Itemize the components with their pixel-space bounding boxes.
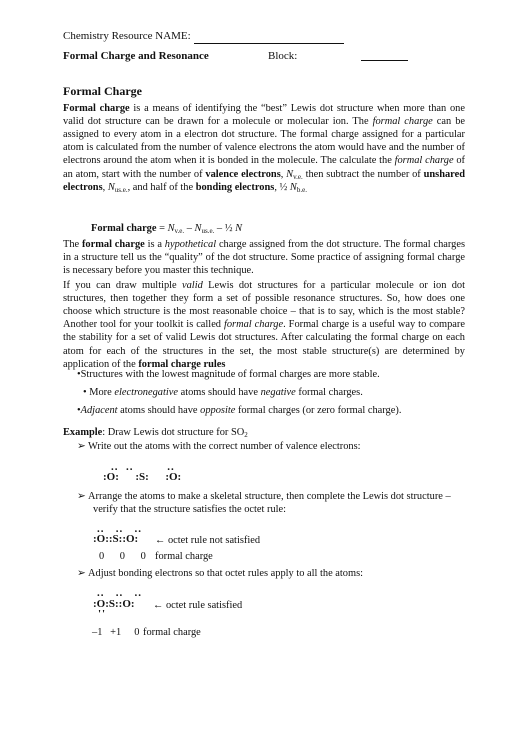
lewis-b-formal-charges: 0 0 0 [99, 551, 146, 562]
arrow-bullet-icon: ➢ [77, 441, 86, 452]
section-title: Formal Charge [63, 84, 142, 98]
lewis-b-fc-label: formal charge [155, 551, 213, 562]
name-blank[interactable] [194, 33, 344, 44]
paragraph-hypothetical: The formal charge is a hypothetical charge assigned from the dot structure. The formal charges in a structure tell us the “quality” of the dot structure. Some practice of assigning formal charge is necessary before you master this technique. [63, 239, 465, 277]
lewis-a-atoms: :O: :S: :O: [103, 471, 182, 483]
rule-electronegative: • More electronegative atoms should have negative formal charges. [83, 387, 363, 398]
lewis-c-fc-label: formal charge [143, 627, 201, 638]
example-heading: Example: Draw Lewis dot structure for $SO_2$ [63, 427, 248, 439]
rule-adjacent: •Adjacent atoms should have opposite formal charges (or zero formal charge). [77, 405, 402, 416]
header-resource: Chemistry Resource NAME: [63, 30, 191, 42]
paragraph-resonance: If you can draw multiple valid Lewis dot structures for a particular molecule or ion dot structures, then together they form a set of possible resonance structures. So, how does one choose which structure is the most reasonable choice – that is to say, which is the most stable? Another tool for your toolkit is called formal charge. Formal charge is a useful way to compare the stability for a set of valid Lewis dot structures. After calculating the formal charge on each atom for each of the structures in the set, the most stable structure(s) are determined by application of the formal charge rules [63, 280, 465, 370]
arrow-bullet-icon: ➢ [77, 568, 86, 579]
lewis-c-formal-charges: –1 +1 0 [92, 627, 140, 638]
lewis-c-dots: .. .. .. [97, 587, 142, 599]
header-block-label: Block: [268, 50, 298, 62]
block-blank[interactable] [361, 60, 408, 61]
step-arrange-atoms-cont: verify that the structure satisfies the octet rule: [93, 504, 287, 515]
lewis-b-atoms: :O::S::O: [93, 533, 139, 545]
lewis-c-lone-pair-below: '' [98, 608, 107, 620]
step-arrange-atoms: ➢ Arrange the atoms to make a skeletal structure, then complete the Lewis dot structure – [77, 491, 451, 502]
step-adjust-electrons: ➢ Adjust bonding electrons so that octet rules apply to all the atoms: [77, 568, 364, 579]
header-name-line [63, 30, 344, 44]
lewis-c-note: ← octet rule satisfied [153, 600, 243, 611]
lewis-b-dots: .. .. .. [97, 523, 142, 535]
formal-charge-equation: Formal charge = $N_{v.e.} - N_{us.e.}$ – ½ N [91, 223, 243, 235]
step-write-atoms: ➢ Write out the atoms with the correct number of valence electrons: [77, 441, 361, 452]
paragraph-definition: Formal charge is a means of identifying the “best” Lewis dot structure when more than one valid dot structure can be drawn for a molecule or molecular ion. The formal charge can be assigned to every atom in a electron dot structure. The formal charge assigned for a particular atom is calculated from the number of valence electrons the atom would have and the number of electrons around the atom when it is bonded in the molecule. The calculate the formal charge of an atom, start with the number of valence electrons, $N_{v.e.}$ then subtract the number of unshared electrons, $N_{us.e.}$, and half of the bonding electrons, ½ $N_{b.e.}$ [63, 103, 466, 194]
lewis-b-note: ← octet rule not satisfied [155, 535, 261, 546]
rule-lowest-magnitude: •Structures with the lowest magnitude of formal charges are more stable. [77, 369, 380, 380]
header-subtitle: Formal Charge and Resonance [63, 50, 209, 62]
arrow-bullet-icon: ➢ [77, 491, 86, 502]
lewis-a-dots: .. .. .. [111, 461, 175, 473]
lewis-c-atoms: :O:S::O: [93, 598, 135, 610]
